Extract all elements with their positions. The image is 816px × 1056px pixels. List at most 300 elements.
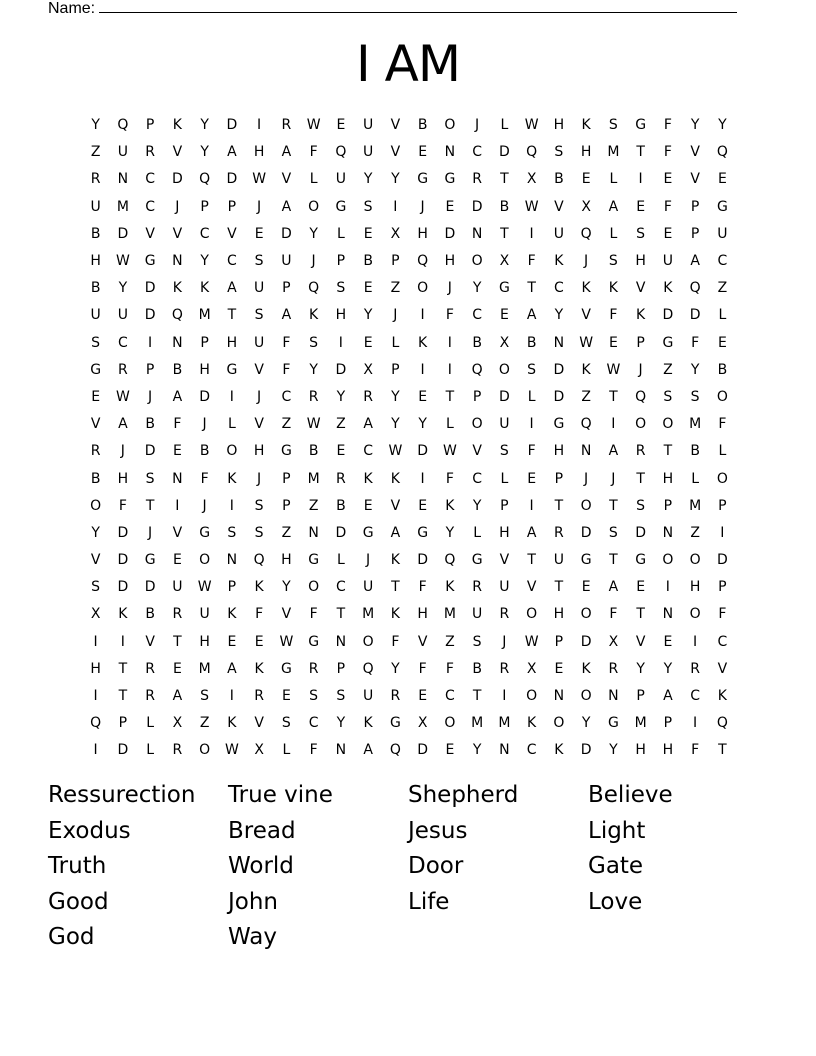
grid-row bbox=[82, 547, 736, 574]
grid-letter: K bbox=[254, 579, 264, 596]
grid-letter: I bbox=[393, 198, 398, 215]
grid-letter: P bbox=[145, 361, 155, 378]
grid-letter: V bbox=[254, 361, 264, 378]
grid-letter: R bbox=[472, 579, 482, 596]
grid-letter: P bbox=[663, 715, 673, 732]
grid-letter: A bbox=[608, 198, 619, 215]
grid-letter: N bbox=[499, 742, 510, 759]
grid-letter: O bbox=[689, 552, 701, 569]
grid-letter: Z bbox=[690, 524, 700, 541]
grid-letter: V bbox=[417, 633, 428, 650]
grid-letter: G bbox=[716, 198, 728, 215]
grid-letter: P bbox=[690, 198, 700, 215]
grid-letter: F bbox=[200, 470, 209, 487]
grid-letter: L bbox=[391, 334, 400, 351]
grid-letter: V bbox=[281, 606, 292, 623]
grid-letter: I bbox=[93, 633, 98, 650]
grid-letter: D bbox=[117, 225, 129, 242]
grid-letter: F bbox=[718, 606, 727, 623]
grid-letter: C bbox=[717, 633, 728, 650]
grid-letter: N bbox=[662, 524, 674, 541]
grid-letter: Y bbox=[472, 742, 482, 759]
grid-letter: G bbox=[280, 660, 292, 677]
grid-letter: K bbox=[200, 280, 210, 297]
grid-letter: D bbox=[144, 307, 156, 324]
grid-letter: D bbox=[716, 552, 728, 569]
grid-letter: P bbox=[336, 660, 346, 677]
grid-row bbox=[82, 629, 736, 656]
grid-letter: G bbox=[417, 524, 429, 541]
grid-letter: G bbox=[144, 253, 156, 270]
grid-letter: G bbox=[199, 524, 211, 541]
grid-letter: C bbox=[472, 307, 483, 324]
grid-letter: P bbox=[227, 198, 237, 215]
grid-letter: H bbox=[199, 361, 210, 378]
grid-letter: G bbox=[90, 361, 102, 378]
grid-letter: H bbox=[253, 443, 265, 460]
grid-letter: Y bbox=[554, 307, 564, 324]
grid-letter: D bbox=[335, 524, 347, 541]
grid-letter: K bbox=[309, 307, 319, 324]
grid-letter: N bbox=[444, 144, 456, 161]
grid-letter: N bbox=[335, 633, 347, 650]
grid-letter: K bbox=[254, 660, 264, 677]
grid-letter: G bbox=[553, 416, 565, 433]
grid-letter: U bbox=[172, 579, 183, 596]
grid-letter: S bbox=[499, 443, 509, 460]
grid-letter: Y bbox=[581, 715, 591, 732]
grid-letter: A bbox=[227, 280, 237, 297]
grid-letter: A bbox=[227, 144, 237, 161]
grid-letter: G bbox=[444, 171, 456, 188]
grid-letter: H bbox=[553, 117, 565, 134]
grid-letter: G bbox=[607, 715, 619, 732]
grid-letter: B bbox=[526, 334, 537, 351]
grid-letter: D bbox=[553, 388, 565, 405]
grid-letter: H bbox=[281, 552, 292, 569]
grid-letter: D bbox=[580, 524, 592, 541]
grid-letter: V bbox=[172, 144, 183, 161]
grid-letter: H bbox=[90, 253, 101, 270]
grid-letter: N bbox=[580, 443, 592, 460]
grid-letter: K bbox=[172, 117, 182, 134]
grid-letter: E bbox=[418, 388, 428, 405]
grid-letter: Y bbox=[91, 117, 100, 134]
grid-letter: M bbox=[198, 307, 211, 324]
grid-letter: P bbox=[282, 497, 291, 514]
grid-letter: Q bbox=[308, 280, 320, 297]
grid-letter: U bbox=[717, 225, 728, 242]
grid-letter: O bbox=[580, 497, 592, 514]
grid-letter: I bbox=[229, 388, 234, 405]
grid-letter: E bbox=[527, 470, 537, 487]
grid-letter: F bbox=[282, 334, 291, 351]
grid-letter: L bbox=[609, 171, 618, 188]
grid-letter: B bbox=[717, 361, 728, 378]
grid-letter: D bbox=[498, 144, 510, 161]
grid-letter: J bbox=[584, 253, 589, 270]
grid-row bbox=[82, 520, 736, 547]
grid-letter: D bbox=[117, 579, 129, 596]
grid-letter: O bbox=[444, 117, 456, 134]
grid-letter: X bbox=[526, 660, 537, 677]
grid-letter: P bbox=[636, 688, 645, 705]
grid-letter: Y bbox=[363, 171, 373, 188]
grid-letter: T bbox=[227, 307, 237, 324]
grid-letter: V bbox=[254, 416, 264, 433]
grid-letter: D bbox=[117, 742, 129, 759]
grid-letter: I bbox=[120, 633, 125, 650]
grid-letter: E bbox=[363, 334, 373, 351]
grid-letter: W bbox=[306, 117, 321, 134]
grid-letter: D bbox=[199, 388, 211, 405]
grid-letter: S bbox=[254, 253, 264, 270]
grid-letter: B bbox=[417, 117, 428, 134]
grid-letter: G bbox=[389, 715, 401, 732]
grid-letter: D bbox=[498, 388, 510, 405]
grid-letter: P bbox=[554, 470, 564, 487]
word-list-item: Ressurection bbox=[48, 782, 196, 808]
grid-letter: N bbox=[553, 688, 565, 705]
grid-letter: S bbox=[200, 688, 210, 705]
grid-letter: Y bbox=[418, 416, 427, 433]
grid-letter: F bbox=[609, 606, 618, 623]
grid-letter: X bbox=[417, 715, 428, 732]
grid-letter: L bbox=[609, 225, 618, 242]
word-list-item: Bread bbox=[228, 817, 296, 844]
grid-letter: Y bbox=[363, 307, 373, 324]
word-list-item: God bbox=[48, 924, 95, 950]
grid-row bbox=[82, 411, 736, 438]
grid-letter: O bbox=[308, 198, 320, 215]
grid-letter: S bbox=[363, 198, 373, 215]
grid-letter: F bbox=[445, 660, 454, 677]
grid-letter: S bbox=[608, 524, 618, 541]
grid-letter: R bbox=[499, 606, 510, 623]
grid-letter: N bbox=[308, 524, 319, 541]
grid-letter: V bbox=[254, 715, 264, 732]
grid-letter: K bbox=[418, 334, 428, 351]
grid-letter: Z bbox=[308, 497, 319, 514]
grid-letter: F bbox=[309, 144, 318, 161]
grid-letter: G bbox=[662, 334, 674, 351]
grid-letter: K bbox=[554, 253, 564, 270]
grid-row bbox=[82, 683, 736, 710]
grid-letter: M bbox=[443, 606, 456, 623]
grid-letter: A bbox=[390, 524, 401, 541]
grid-letter: C bbox=[281, 388, 292, 405]
grid-letter: W bbox=[524, 198, 539, 215]
grid-letter: S bbox=[554, 144, 564, 161]
grid-letter: V bbox=[281, 171, 292, 188]
grid-letter: Z bbox=[663, 361, 673, 378]
grid-letter: K bbox=[445, 579, 455, 596]
grid-letter: S bbox=[636, 497, 646, 514]
grid-letter: A bbox=[363, 416, 373, 433]
grid-letter: O bbox=[689, 606, 701, 623]
grid-letter: J bbox=[257, 470, 262, 487]
grid-letter: H bbox=[226, 334, 238, 351]
grid-letter: K bbox=[581, 280, 591, 297]
grid-letter: E bbox=[663, 633, 673, 650]
grid-letter: G bbox=[471, 552, 483, 569]
word-list-item: Way bbox=[228, 924, 277, 950]
grid-letter: F bbox=[173, 416, 182, 433]
grid-letter: D bbox=[335, 361, 347, 378]
grid-letter: G bbox=[580, 552, 592, 569]
grid-letter: T bbox=[527, 280, 536, 297]
grid-letter: S bbox=[336, 280, 346, 297]
grid-letter: O bbox=[471, 253, 483, 270]
grid-letter: V bbox=[635, 633, 646, 650]
grid-letter: J bbox=[202, 497, 207, 514]
grid-letter: V bbox=[472, 443, 482, 460]
grid-letter: B bbox=[308, 443, 319, 460]
grid-letter: S bbox=[690, 388, 700, 405]
grid-letter: E bbox=[636, 579, 646, 596]
grid-letter: F bbox=[663, 198, 672, 215]
grid-letter: U bbox=[254, 280, 265, 297]
grid-letter: E bbox=[363, 280, 373, 297]
grid-letter: K bbox=[663, 280, 673, 297]
grid-letter: R bbox=[554, 524, 564, 541]
grid-letter: X bbox=[526, 171, 537, 188]
word-list bbox=[48, 778, 768, 956]
grid-letter: Y bbox=[472, 280, 482, 297]
grid-letter: S bbox=[254, 307, 264, 324]
grid-letter: Q bbox=[253, 552, 265, 569]
grid-letter: H bbox=[417, 225, 428, 242]
grid-letter: E bbox=[254, 225, 264, 242]
grid-row bbox=[82, 221, 736, 248]
grid-letter: I bbox=[175, 497, 180, 514]
grid-letter: A bbox=[227, 660, 237, 677]
grid-row bbox=[82, 656, 736, 683]
grid-letter: K bbox=[118, 606, 128, 623]
grid-letter: G bbox=[226, 361, 238, 378]
grid-letter: I bbox=[638, 171, 643, 188]
grid-letter: D bbox=[144, 443, 156, 460]
grid-letter: Q bbox=[171, 307, 183, 324]
grid-letter: H bbox=[635, 253, 646, 270]
grid-letter: G bbox=[498, 280, 510, 297]
grid-letter: Y bbox=[391, 388, 400, 405]
grid-letter: E bbox=[254, 633, 264, 650]
grid-letter: F bbox=[691, 742, 700, 759]
grid-letter: L bbox=[718, 443, 727, 460]
word-list-item: World bbox=[228, 853, 294, 879]
grid-letter: O bbox=[417, 280, 429, 297]
grid-letter: D bbox=[117, 552, 129, 569]
word-list-item: Shepherd bbox=[408, 782, 519, 808]
grid-row bbox=[82, 248, 736, 275]
word-list-item: Jesus bbox=[408, 817, 468, 844]
grid-letter: V bbox=[172, 524, 183, 541]
grid-letter: F bbox=[445, 307, 454, 324]
grid-letter: H bbox=[635, 742, 646, 759]
grid-letter: C bbox=[526, 742, 537, 759]
grid-letter: V bbox=[526, 579, 537, 596]
grid-letter: L bbox=[282, 742, 291, 759]
grid-letter: T bbox=[554, 497, 564, 514]
grid-letter: K bbox=[554, 742, 564, 759]
name-underline bbox=[99, 0, 737, 13]
grid-row bbox=[82, 601, 736, 628]
grid-letter: F bbox=[282, 361, 291, 378]
grid-letter: I bbox=[502, 688, 507, 705]
grid-letter: W bbox=[606, 361, 621, 378]
grid-letter: E bbox=[281, 688, 291, 705]
grid-letter: K bbox=[363, 470, 373, 487]
grid-letter: O bbox=[580, 688, 592, 705]
grid-letter: M bbox=[634, 715, 647, 732]
grid-letter: S bbox=[91, 579, 101, 596]
grid-letter: E bbox=[363, 497, 373, 514]
grid-letter: B bbox=[336, 497, 346, 514]
grid-letter: G bbox=[362, 524, 374, 541]
grid-letter: X bbox=[254, 742, 264, 759]
grid-letter: N bbox=[117, 171, 129, 188]
grid-letter: T bbox=[472, 688, 482, 705]
grid-letter: E bbox=[663, 171, 673, 188]
grid-letter: R bbox=[145, 688, 155, 705]
grid-letter: W bbox=[442, 443, 457, 460]
word-list-item: Life bbox=[408, 888, 450, 915]
grid-letter: P bbox=[472, 388, 482, 405]
word-list-item: Gate bbox=[588, 853, 644, 879]
grid-letter: Y bbox=[391, 416, 400, 433]
word-list-item: Truth bbox=[48, 853, 107, 879]
grid-letter: Y bbox=[391, 660, 400, 677]
grid-letter: T bbox=[554, 579, 564, 596]
grid-letter: S bbox=[336, 688, 346, 705]
grid-letter: K bbox=[581, 361, 591, 378]
grid-letter: E bbox=[336, 117, 346, 134]
grid-letter: E bbox=[717, 171, 727, 188]
grid-letter: E bbox=[636, 198, 646, 215]
grid-letter: W bbox=[224, 742, 239, 759]
grid-letter: Y bbox=[200, 253, 209, 270]
grid-letter: S bbox=[608, 253, 618, 270]
grid-letter: F bbox=[527, 253, 536, 270]
grid-letter: Y bbox=[118, 280, 128, 297]
grid-letter: F bbox=[663, 144, 672, 161]
grid-row bbox=[82, 384, 736, 411]
grid-letter: Q bbox=[199, 171, 211, 188]
grid-letter: I bbox=[720, 524, 725, 541]
grid-letter: E bbox=[554, 660, 564, 677]
grid-letter: O bbox=[662, 416, 674, 433]
grid-letter: M bbox=[307, 470, 320, 487]
grid-letter: F bbox=[663, 117, 672, 134]
grid-letter: Q bbox=[335, 144, 347, 161]
grid-letter: E bbox=[91, 388, 101, 405]
grid-letter: M bbox=[198, 660, 211, 677]
grid-letter: X bbox=[90, 606, 101, 623]
grid-row bbox=[82, 357, 736, 384]
grid-letter: E bbox=[445, 198, 455, 215]
grid-letter: J bbox=[638, 361, 643, 378]
grid-letter: T bbox=[609, 552, 618, 569]
grid-letter: S bbox=[309, 688, 319, 705]
grid-row bbox=[82, 302, 736, 329]
grid-letter: C bbox=[444, 688, 455, 705]
grid-letter: H bbox=[444, 253, 456, 270]
grid-letter: D bbox=[144, 280, 156, 297]
word-search-grid bbox=[82, 112, 736, 765]
grid-letter: A bbox=[363, 742, 373, 759]
grid-letter: Y bbox=[690, 361, 700, 378]
grid-letter: P bbox=[282, 280, 291, 297]
grid-letter: L bbox=[527, 388, 536, 405]
grid-letter: F bbox=[609, 307, 618, 324]
grid-letter: W bbox=[252, 171, 267, 188]
grid-letter: I bbox=[338, 334, 343, 351]
grid-letter: K bbox=[363, 715, 373, 732]
grid-letter: F bbox=[418, 579, 427, 596]
grid-letter: K bbox=[527, 715, 537, 732]
grid-letter: K bbox=[636, 307, 646, 324]
grid-letter: M bbox=[689, 497, 702, 514]
grid-row bbox=[82, 112, 736, 139]
word-list-item: Believe bbox=[588, 782, 673, 808]
name-label: Name: bbox=[48, 0, 96, 17]
grid-letter: C bbox=[690, 688, 701, 705]
grid-letter: J bbox=[611, 470, 616, 487]
grid-letter: E bbox=[581, 579, 591, 596]
grid-letter: F bbox=[445, 470, 454, 487]
grid-letter: O bbox=[308, 579, 320, 596]
grid-letter: Y bbox=[445, 524, 455, 541]
grid-letter: Y bbox=[336, 388, 346, 405]
grid-letter: Q bbox=[362, 660, 374, 677]
grid-letter: H bbox=[117, 470, 129, 487]
grid-letter: V bbox=[581, 307, 591, 324]
grid-letter: Z bbox=[281, 524, 292, 541]
word-list-item: John bbox=[228, 888, 279, 915]
grid-letter: A bbox=[281, 144, 292, 161]
grid-letter: Y bbox=[636, 660, 645, 677]
grid-letter: L bbox=[227, 416, 236, 433]
grid-letter: S bbox=[281, 715, 291, 732]
grid-letter: L bbox=[146, 742, 155, 759]
grid-letter: I bbox=[229, 688, 234, 705]
grid-letter: Q bbox=[580, 225, 592, 242]
grid-letter: H bbox=[90, 660, 101, 677]
grid-row bbox=[82, 438, 736, 465]
grid-letter: M bbox=[689, 416, 702, 433]
grid-letter: Z bbox=[390, 280, 401, 297]
grid-letter: B bbox=[199, 443, 210, 460]
grid-letter: R bbox=[308, 660, 319, 677]
grid-letter: R bbox=[499, 660, 510, 677]
grid-row bbox=[82, 574, 736, 601]
grid-letter: U bbox=[363, 144, 374, 161]
grid-row bbox=[82, 166, 736, 193]
grid-letter: Y bbox=[309, 361, 318, 378]
grid-letter: V bbox=[390, 144, 401, 161]
grid-letter: U bbox=[199, 606, 210, 623]
grid-letter: Y bbox=[663, 660, 673, 677]
grid-letter: G bbox=[280, 443, 292, 460]
grid-letter: N bbox=[471, 225, 483, 242]
grid-letter: Q bbox=[580, 416, 592, 433]
grid-letter: H bbox=[499, 524, 510, 541]
grid-letter: K bbox=[227, 470, 237, 487]
grid-letter: P bbox=[690, 225, 700, 242]
grid-letter: I bbox=[693, 715, 698, 732]
grid-letter: O bbox=[362, 633, 374, 650]
